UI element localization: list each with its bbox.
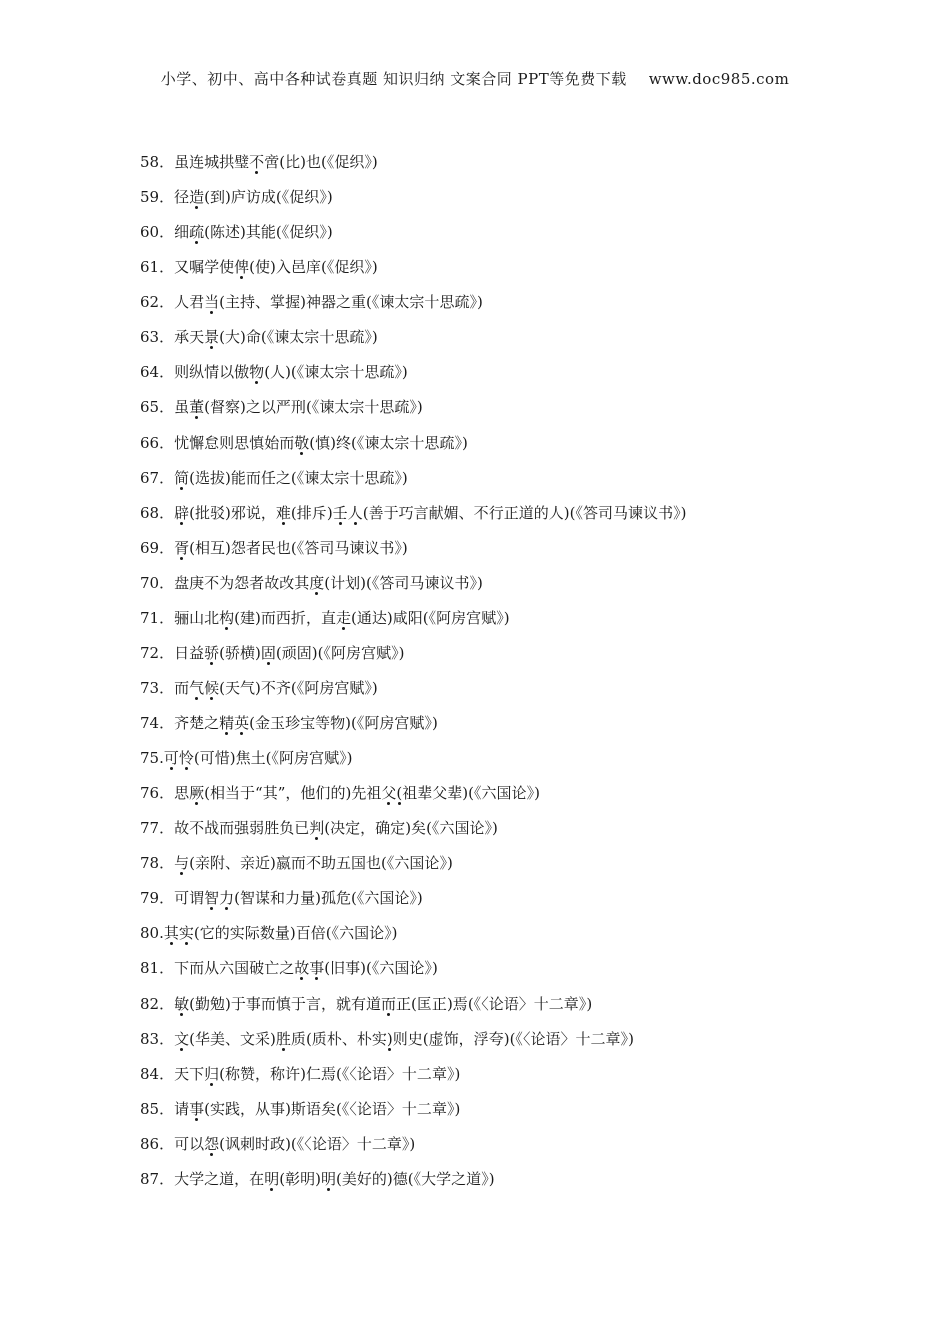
page-header (0, 68, 950, 89)
emphasis-dot-char: 简 (174, 468, 190, 487)
emphasis-dot-char: 归 (204, 1064, 220, 1083)
emphasis-dot-char: 而 (381, 994, 397, 1013)
emphasis-dot-char: 明 (320, 1169, 336, 1188)
list-item (140, 461, 920, 496)
list-item (140, 250, 920, 285)
item-text: 可怜(可惜)焦土(《阿房宫赋》) (163, 749, 353, 768)
emphasis-dot-char: 判 (309, 819, 325, 838)
item-number: 80. (140, 924, 164, 943)
emphasis-dot-char: 难 (275, 503, 291, 522)
item-number: 83． (140, 1029, 175, 1048)
item-number: 84． (140, 1064, 175, 1083)
emphasis-dot-char: 胥 (174, 538, 190, 557)
item-text: 故不战而强弱胜负已判(决定，确定)矣(《六国论》) (174, 819, 498, 838)
item-number: 73． (140, 678, 175, 697)
item-text: 请事(实践，从事)斯语矣(《〈论语〉十二章》) (174, 1099, 461, 1118)
item-text: 则纵情以傲物(人)(《谏太宗十思疏》) (174, 363, 408, 382)
list-item (140, 1022, 920, 1057)
list-item (140, 1162, 920, 1197)
list-item (140, 285, 920, 320)
item-text: 骊山北构(建)而西折，直走(通达)咸阳(《阿房宫赋》) (174, 608, 510, 627)
emphasis-dot-char: 实 (178, 924, 194, 943)
item-number: 75. (140, 749, 164, 768)
header-site-link[interactable]: www.doc985.com (648, 70, 790, 88)
list-item (140, 706, 920, 741)
list-item (140, 916, 920, 951)
list-item (140, 566, 920, 601)
emphasis-dot-char: 构 (219, 608, 235, 627)
emphasis-dot-char: 怜 (178, 749, 194, 768)
item-number: 65． (140, 398, 175, 417)
item-number: 64． (140, 363, 175, 382)
emphasis-dot-char: 气 (189, 678, 205, 697)
emphasis-dot-char: 英 (234, 714, 250, 732)
emphasis-dot-char: 事 (309, 959, 325, 978)
emphasis-dot-char: 度 (309, 573, 325, 592)
item-text: 径造(到)庐访成(《促织》) (174, 188, 333, 207)
item-number: 59． (140, 188, 175, 207)
emphasis-dot-char: 智 (204, 889, 220, 908)
item-number: 63． (140, 328, 175, 347)
item-number: 85． (140, 1099, 175, 1118)
item-text: 承天景(大)命(《谏太宗十思疏》) (174, 328, 378, 347)
item-number: 76． (140, 784, 175, 803)
item-text: 人君当(主持、掌握)神器之重(《谏太宗十思疏》) (174, 293, 483, 312)
emphasis-dot-char: ( (396, 784, 403, 803)
emphasis-dot-char: 父 (381, 784, 397, 803)
list-item (140, 1092, 920, 1127)
list-item (140, 987, 920, 1022)
item-number: 68． (140, 503, 175, 522)
emphasis-dot-char: 候 (204, 678, 220, 697)
item-number: 87． (140, 1169, 175, 1188)
list-item (140, 180, 920, 215)
item-number: 67． (140, 468, 175, 487)
emphasis-dot-char: 疏 (189, 223, 205, 242)
emphasis-dot-char: 造 (189, 188, 205, 207)
item-number: 66． (140, 433, 175, 452)
emphasis-dot-char: 胜 (275, 1029, 291, 1048)
list-item (140, 881, 920, 916)
emphasis-dot-char: 固 (260, 643, 276, 662)
item-text: 辟(批驳)邪说，难(排斥)壬人(善于巧言献媚、不行正道的人)(《答司马谏议书》) (174, 503, 687, 522)
emphasis-dot-char: 景 (204, 328, 220, 347)
list-item (140, 390, 920, 425)
item-text: 虽董(督察)之以严刑(《谏太宗十思疏》) (174, 398, 423, 417)
emphasis-dot-char: 敬 (294, 433, 310, 452)
item-text: 其实(它的实际数量)百倍(《六国论》) (163, 924, 398, 943)
item-text: 胥(相互)怨者民也(《答司马谏议书》) (174, 538, 408, 557)
item-number: 60． (140, 223, 175, 242)
emphasis-dot-char: 人 (347, 503, 363, 522)
emphasis-dot-char: 精 (219, 714, 235, 732)
item-number: 82． (140, 994, 175, 1013)
list-item (140, 355, 920, 390)
list-item (140, 741, 920, 776)
emphasis-dot-char: 壬 (332, 503, 348, 522)
emphasis-dot-char: 走 (335, 608, 351, 627)
list-item (140, 215, 920, 250)
item-number: 77． (140, 819, 175, 838)
item-number: 69． (140, 538, 175, 557)
item-text: 细疏(陈述)其能(《促织》) (174, 223, 333, 242)
item-text: 而气候(天气)不齐(《阿房宫赋》) (174, 678, 378, 697)
list-item (140, 1057, 920, 1092)
emphasis-dot-char: 可 (163, 749, 179, 768)
item-text: 简(选拔)能而任之(《谏太宗十思疏》) (174, 468, 408, 487)
list-item (140, 601, 920, 636)
item-text: 天下归(称赞，称许)仁焉(《〈论语〉十二章》) (174, 1064, 461, 1083)
item-number: 70． (140, 573, 175, 592)
item-text: 文(华美、文采)胜质(质朴、朴实)则史(虚饰，浮夸)(《〈论语〉十二章》) (174, 1029, 634, 1048)
item-number: 81． (140, 959, 175, 978)
item-number: 61． (140, 258, 175, 277)
item-number: 78． (140, 854, 175, 873)
emphasis-dot-char: 力 (219, 889, 235, 908)
item-list (140, 145, 920, 1197)
item-text: 忧懈怠则思慎始而敬(慎)终(《谏太宗十思疏》) (174, 433, 468, 452)
emphasis-dot-char: 当 (204, 293, 220, 312)
emphasis-dot-char: 骄 (204, 643, 220, 662)
list-item (140, 846, 920, 881)
emphasis-dot-char: 厥 (189, 784, 205, 803)
list-item (140, 951, 920, 986)
item-number: 72． (140, 643, 175, 662)
item-text: 虽连城拱璧不啻(比)也(《促织》) (174, 153, 378, 171)
item-number: 58． (140, 153, 175, 171)
list-item (140, 1127, 920, 1162)
list-item (140, 776, 920, 811)
list-item (140, 531, 920, 566)
emphasis-dot-char: 明 (264, 1169, 280, 1188)
emphasis-dot-char: 物 (249, 363, 265, 382)
list-item (140, 811, 920, 846)
item-number: 86． (140, 1134, 175, 1153)
list-item (140, 636, 920, 671)
emphasis-dot-char: 辟 (174, 503, 190, 522)
header-text: 小学、初中、高中各种试卷真题 知识归纳 文案合同 PPT等免费下载 (160, 70, 627, 88)
emphasis-dot-char: 文 (174, 1029, 190, 1048)
list-item (140, 426, 920, 461)
emphasis-dot-char: 其 (163, 924, 179, 943)
emphasis-dot-char: 敏 (174, 994, 190, 1013)
emphasis-dot-char: ) (386, 1029, 393, 1048)
emphasis-dot-char: 俾 (234, 258, 250, 277)
emphasis-dot-char: 与 (174, 854, 190, 873)
item-number: 71． (140, 608, 175, 627)
list-item (140, 671, 920, 706)
item-text: 又嘱学使俾(使)入邑庠(《促织》) (174, 258, 378, 277)
item-text: 思厥(相当于“其”，他们的)先祖父(祖辈父辈)(《六国论》) (174, 784, 540, 803)
list-item (140, 145, 920, 180)
item-text: 齐楚之精英(金玉珍宝等物)(《阿房宫赋》) (174, 714, 438, 732)
item-number: 62． (140, 293, 175, 312)
item-text: 可以怨(讽刺时政)(《〈论语〉十二章》) (174, 1134, 416, 1153)
item-number: 74． (140, 714, 175, 732)
list-item (140, 496, 920, 531)
item-text: 可谓智力(智谋和力量)孤危(《六国论》) (174, 889, 423, 908)
item-text: 敏(勤勉)于事而慎于言，就有道而正(匡正)焉(《〈论语〉十二章》) (174, 994, 593, 1013)
emphasis-dot-char: 故 (294, 959, 310, 978)
emphasis-dot-char: 不 (249, 153, 265, 171)
emphasis-dot-char: 怨 (204, 1134, 220, 1153)
list-item (140, 320, 920, 355)
item-text: 与(亲附、亲近)嬴而不助五国也(《六国论》) (174, 854, 453, 873)
emphasis-dot-char: 董 (189, 398, 205, 417)
item-text: 大学之道，在明(彰明)明(美好的)德(《大学之道》) (174, 1169, 495, 1188)
item-text: 日益骄(骄横)固(顽固)(《阿房宫赋》) (174, 643, 405, 662)
emphasis-dot-char: 事 (189, 1099, 205, 1118)
item-number: 79． (140, 889, 175, 908)
item-text: 下而从六国破亡之故事(旧事)(《六国论》) (174, 959, 438, 978)
item-text: 盘庚不为怨者故改其度(计划)(《答司马谏议书》) (174, 573, 483, 592)
